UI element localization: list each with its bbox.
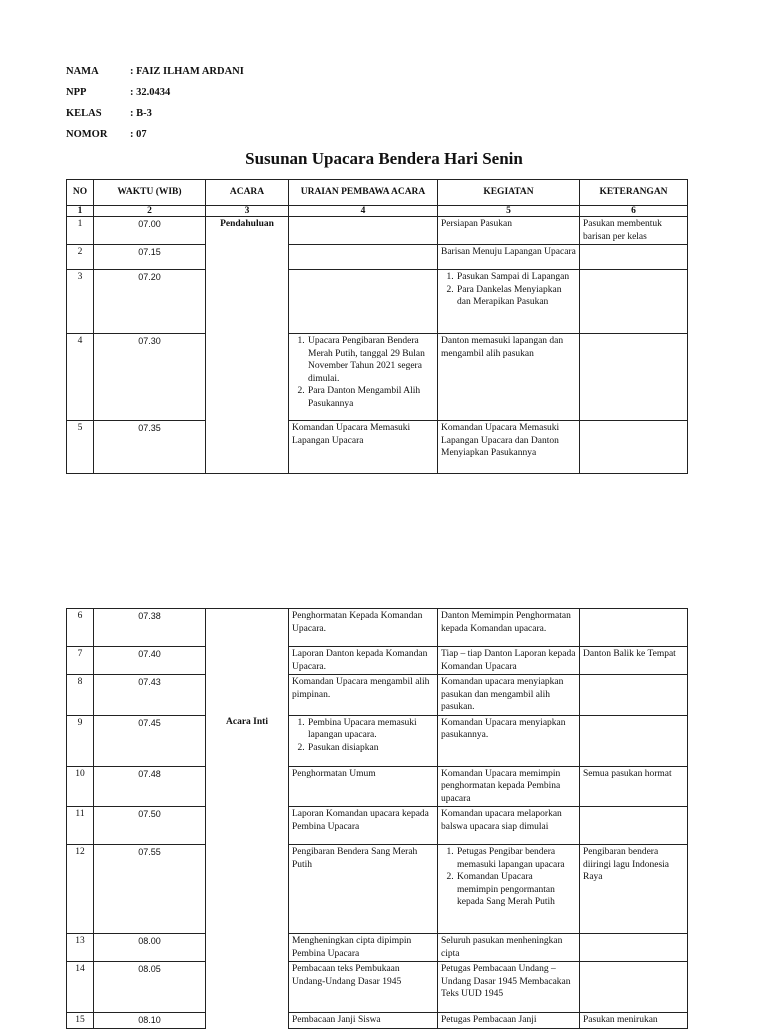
col-header-acara: ACARA [206, 180, 289, 206]
row-uraian: Komandan Upacara Memasuki Lapangan Upacara [289, 421, 438, 474]
acara-cell [206, 807, 289, 845]
row-keterangan [580, 609, 688, 647]
row-uraian [289, 270, 438, 334]
col-number: 1 [67, 206, 94, 217]
kegiatan-list [441, 271, 576, 309]
table-row [67, 962, 688, 1013]
row-no: 1 [67, 217, 94, 245]
acara-cell [206, 421, 289, 474]
page-title: Susunan Upacara Bendera Hari Senin [245, 149, 523, 168]
row-uraian: Komandan Upacara mengambil alih pimpinan. [289, 675, 438, 716]
row-uraian: Pembacaan Janji Siswa [289, 1013, 438, 1029]
row-no: 7 [67, 647, 94, 675]
list-item: 1. Pasukan Sampai di Lapangan [456, 271, 576, 284]
col-header-keterangan: KETERANGAN [580, 180, 688, 206]
list-item: 2. Komandan Upacara memimpin pengormantan kepada Sang Merah Putih [456, 871, 576, 909]
row-kegiatan: Komandan upacara melaporkan balswa upacara siap dimulai [438, 807, 580, 845]
acara-cell [206, 1013, 289, 1029]
table-header-row [67, 180, 688, 206]
row-time: 07.55 [94, 845, 206, 934]
row-no: 3 [67, 270, 94, 334]
row-time: 07.30 [94, 334, 206, 421]
section-label: Pendahuluan [206, 217, 289, 245]
nomor-value: : 07 [130, 129, 147, 140]
row-keterangan [580, 962, 688, 1013]
kegiatan-list [441, 846, 576, 909]
info-nomor [66, 127, 244, 148]
row-time: 07.43 [94, 675, 206, 716]
row-uraian [289, 217, 438, 245]
row-keterangan [580, 807, 688, 845]
row-keterangan [580, 715, 688, 766]
row-time: 07.15 [94, 245, 206, 270]
row-kegiatan: Persiapan Pasukan [438, 217, 580, 245]
row-kegiatan: Barisan Menuju Lapangan Upacara [438, 245, 580, 270]
row-keterangan: Danton Balik ke Tempat [580, 647, 688, 675]
col-header-waktu: WAKTU (WIB) [94, 180, 206, 206]
table-row [67, 715, 688, 766]
col-header-uraian: URAIAN PEMBAWA ACARA [289, 180, 438, 206]
acara-cell [206, 934, 289, 962]
column-number-row [67, 206, 688, 217]
col-number: 2 [94, 206, 206, 217]
col-number: 6 [580, 206, 688, 217]
row-uraian: Mengheningkan cipta dipimpin Pembina Upacara [289, 934, 438, 962]
row-kegiatan: Danton memasuki lapangan dan mengambil alih pasukan [438, 334, 580, 421]
table-row [67, 675, 688, 716]
acara-cell [206, 675, 289, 716]
table-row [67, 421, 688, 474]
row-kegiatan [438, 845, 580, 934]
row-keterangan [580, 934, 688, 962]
table-row [67, 217, 688, 245]
row-no: 14 [67, 962, 94, 1013]
nama-value: : FAIZ ILHAM ARDANI [130, 66, 244, 77]
row-kegiatan: Danton Memimpin Penghormatan kepada Komandan upacara. [438, 609, 580, 647]
row-kegiatan: Tiap – tiap Danton Laporan kepada Komandan Upacara [438, 647, 580, 675]
kelas-value: : B-3 [130, 108, 152, 119]
row-uraian [289, 715, 438, 766]
col-header-kegiatan: KEGIATAN [438, 180, 580, 206]
row-time: 07.00 [94, 217, 206, 245]
row-time: 07.20 [94, 270, 206, 334]
row-kegiatan: Komandan Upacara menyiapkan pasukannya. [438, 715, 580, 766]
row-keterangan: Semua pasukan hormat [580, 766, 688, 807]
table-row [67, 845, 688, 934]
row-time: 08.05 [94, 962, 206, 1013]
row-no: 4 [67, 334, 94, 421]
row-uraian: Laporan Danton kepada Komandan Upacara. [289, 647, 438, 675]
row-no: 2 [67, 245, 94, 270]
nama-label: NAMA [66, 66, 99, 77]
col-number: 5 [438, 206, 580, 217]
table-row [67, 334, 688, 421]
table-row [67, 647, 688, 675]
section-label: Acara Inti [206, 715, 289, 766]
row-no: 15 [67, 1013, 94, 1029]
row-kegiatan: Komandan Upacara Memasuki Lapangan Upacara dan Danton Menyiapkan Pasukannya [438, 421, 580, 474]
row-time: 07.38 [94, 609, 206, 647]
acara-cell [206, 766, 289, 807]
row-no: 5 [67, 421, 94, 474]
row-no: 10 [67, 766, 94, 807]
list-item: 2. Para Danton Mengambil Alih Pasukannya [307, 385, 434, 410]
npp-label: NPP [66, 87, 87, 98]
row-uraian: Pembacaan teks Pembukaan Undang-Undang Dasar 1945 [289, 962, 438, 1013]
row-time: 07.35 [94, 421, 206, 474]
row-kegiatan: Komandan upacara menyiapkan pasukan dan mengambil alih pasukan. [438, 675, 580, 716]
acara-cell [206, 334, 289, 421]
row-no: 12 [67, 845, 94, 934]
table-row [67, 807, 688, 845]
info-nama [66, 64, 244, 85]
list-item: 2. Pasukan disiapkan [307, 742, 434, 755]
uraian-list [292, 717, 434, 755]
row-keterangan [580, 334, 688, 421]
row-uraian: Pengibaran Bendera Sang Merah Putih [289, 845, 438, 934]
row-keterangan: Pasukan menirukan [580, 1013, 688, 1029]
row-kegiatan: Petugas Pembacaan Janji [438, 1013, 580, 1029]
row-no: 6 [67, 609, 94, 647]
row-uraian: Laporan Komandan upacara kepada Pembina Upacara [289, 807, 438, 845]
npp-value: : 32.0434 [130, 87, 171, 98]
row-uraian [289, 334, 438, 421]
row-time: 07.45 [94, 715, 206, 766]
acara-cell [206, 845, 289, 934]
acara-cell [206, 609, 289, 647]
table-row [67, 766, 688, 807]
acara-cell [206, 245, 289, 270]
row-no: 11 [67, 807, 94, 845]
list-item: 2. Para Dankelas Menyiapkan dan Merapikan Pasukan [456, 284, 576, 309]
row-keterangan: Pasukan membentuk barisan per kelas [580, 217, 688, 245]
acara-cell [206, 647, 289, 675]
kelas-label: KELAS [66, 108, 102, 119]
nomor-label: NOMOR [66, 129, 108, 140]
row-time: 07.40 [94, 647, 206, 675]
row-time: 07.50 [94, 807, 206, 845]
list-item: 1. Pembina Upacara memasuki lapangan upacara. [307, 717, 434, 742]
row-keterangan [580, 270, 688, 334]
row-kegiatan: Komandan Upacara memimpin penghormatan kepada Pembina upacara [438, 766, 580, 807]
acara-cell [206, 962, 289, 1013]
row-no: 9 [67, 715, 94, 766]
list-item: 1. Upacara Pengibaran Bendera Merah Putih, tanggal 29 Bulan November Tahun 2021 segera dimulai. [307, 335, 434, 385]
row-time: 08.10 [94, 1013, 206, 1029]
acara-cell [206, 270, 289, 334]
table-row [67, 609, 688, 647]
table-row [67, 1013, 688, 1029]
list-item: 1. Petugas Pengibar bendera memasuki lapangan upacara [456, 846, 576, 871]
row-keterangan [580, 421, 688, 474]
table-row [67, 270, 688, 334]
info-kelas [66, 106, 244, 127]
row-keterangan: Pengibaran bendera diiringi lagu Indonesia Raya [580, 845, 688, 934]
schedule-table-part-1 [66, 179, 688, 474]
row-kegiatan: Petugas Pembacaan Undang – Undang Dasar 1945 Membacakan Teks UUD 1945 [438, 962, 580, 1013]
row-uraian: Penghormatan Kepada Komandan Upacara. [289, 609, 438, 647]
row-no: 8 [67, 675, 94, 716]
row-time: 08.00 [94, 934, 206, 962]
row-kegiatan: Seluruh pasukan menheningkan cipta [438, 934, 580, 962]
row-no: 13 [67, 934, 94, 962]
table-row [67, 934, 688, 962]
row-kegiatan [438, 270, 580, 334]
info-npp [66, 85, 244, 106]
schedule-table-part-2 [66, 608, 688, 1029]
row-time: 07.48 [94, 766, 206, 807]
row-uraian [289, 245, 438, 270]
col-header-no: NO [67, 180, 94, 206]
table-row [67, 245, 688, 270]
row-keterangan [580, 245, 688, 270]
col-number: 4 [289, 206, 438, 217]
student-info [66, 64, 244, 148]
row-keterangan [580, 675, 688, 716]
uraian-list [292, 335, 434, 410]
col-number: 3 [206, 206, 289, 217]
row-uraian: Penghormatan Umum [289, 766, 438, 807]
